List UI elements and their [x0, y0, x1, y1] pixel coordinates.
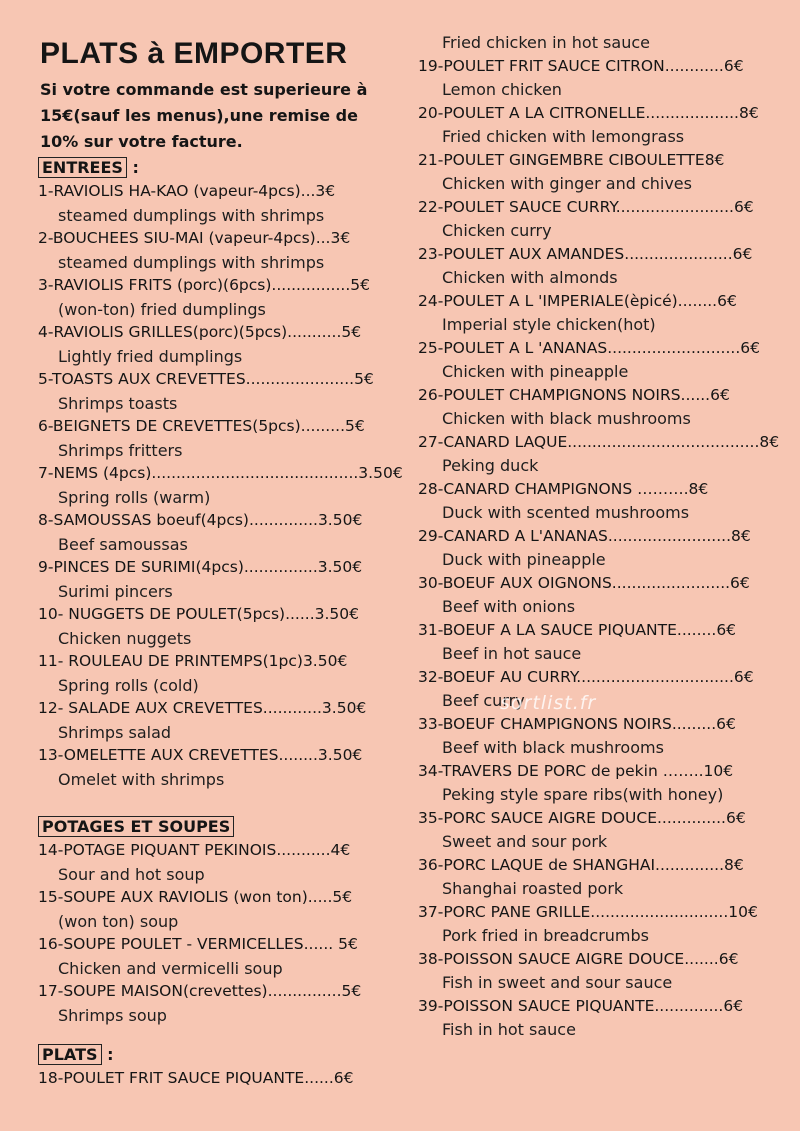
menu-item-translation: Beef with onions	[442, 597, 576, 616]
menu-item	[38, 274, 393, 321]
menu-item-name: 25-POULET A L 'ANANAS...........................6€	[418, 338, 760, 357]
section-label-plats: PLATS	[38, 1044, 102, 1065]
menu-item-name: 28-CANARD CHAMPIGNONS ……….8€	[418, 479, 709, 498]
menu-item-translation: Chicken with almonds	[442, 268, 618, 287]
menu-item-name: 17-SOUPE MAISON(crevettes)...............5€	[38, 982, 362, 1000]
menu-item-name: 1-RAVIOLIS HA-KAO (vapeur-4pcs)...3€	[38, 182, 336, 200]
menu-item-name: 33-BOEUF CHAMPIGNONS NOIRS.........6€	[418, 714, 736, 733]
menu-item	[418, 807, 778, 854]
menu-item	[38, 697, 393, 744]
menu-item-name: 27-CANARD LAQUE.......................................8€	[418, 432, 780, 451]
section-label-potages: POTAGES ET SOUPES	[38, 816, 234, 837]
menu-item-name: 12- SALADE AUX CREVETTES............3.50€	[38, 699, 367, 717]
section-header-potages	[38, 815, 393, 839]
menu-item-translation: Shrimps fritters	[58, 440, 183, 460]
menu-item	[418, 713, 778, 760]
menu-item-translation: Chicken curry	[442, 221, 552, 240]
menu-item-name: 3-RAVIOLIS FRITS (porc)(6pcs)................5€	[38, 276, 370, 294]
section-header-plats	[38, 1043, 393, 1067]
menu-item-translation: Fish in sweet and sour sauce	[442, 973, 673, 992]
menu-item-translation: Lemon chicken	[442, 80, 562, 99]
menu-item-translation: Beef samoussas	[58, 534, 188, 554]
menu-item-name: 6-BEIGNETS DE CREVETTES(5pcs).........5€	[38, 417, 365, 435]
menu-item-translation: Beef in hot sauce	[442, 644, 582, 663]
menu-item-name: 10- NUGGETS DE POULET(5pcs)......3.50€	[38, 605, 360, 623]
menu-item-translation: Chicken and vermicelli soup	[58, 958, 283, 978]
section-label-entrees: ENTREES	[38, 157, 127, 178]
menu-item-name: 23-POULET AUX AMANDES......................6€	[418, 244, 753, 263]
menu-item-translation: Pork fried in breadcrumbs	[442, 926, 649, 945]
menu-item-translation: Beef with black mushrooms	[442, 738, 664, 757]
menu-item	[418, 196, 778, 243]
menu-item	[418, 431, 778, 478]
menu-item-name: 18-POULET FRIT SAUCE PIQUANTE......6€	[38, 1069, 354, 1087]
menu-item-name: 31-BOEUF A LA SAUCE PIQUANTE........6€	[418, 620, 737, 639]
menu-item-translation: Sweet and sour pork	[442, 832, 608, 851]
menu-item	[418, 666, 778, 713]
menu-item	[418, 55, 778, 102]
menu-item	[38, 556, 393, 603]
menu-item-name: 30-BOEUF AUX OIGNONS........................6€	[418, 573, 750, 592]
menu-item-name: 29-CANARD A L'ANANAS.........................8€	[418, 526, 751, 545]
menu-item	[38, 980, 393, 1027]
menu-item-name: 39-POISSON SAUCE PIQUANTE..............6€	[418, 996, 744, 1015]
menu-item	[418, 901, 778, 948]
watermark: sortlist.fr	[500, 692, 597, 714]
menu-item-name: 2-BOUCHEES SIU-MAI (vapeur-4pcs)...3€	[38, 229, 351, 247]
menu-item-translation: Fried chicken with lemongrass	[442, 127, 685, 146]
menu-item-name: 19-POULET FRIT SAUCE CITRON............6€	[418, 56, 744, 75]
menu-item-name: 20-POULET A LA CITRONELLE...................8€	[418, 103, 759, 122]
menu-item-name: 11- ROULEAU DE PRINTEMPS(1pc)3.50€	[38, 652, 348, 670]
potages-list	[38, 839, 393, 1027]
menu-item	[418, 102, 778, 149]
menu-item	[38, 839, 393, 886]
menu-item-name: 38-POISSON SAUCE AIGRE DOUCE.......6€	[418, 949, 739, 968]
menu-item-translation: Chicken nuggets	[58, 628, 192, 648]
menu-item-translation: Duck with pineapple	[442, 550, 606, 569]
menu-item-translation: Sour and hot soup	[58, 864, 205, 884]
menu-item-translation: Shrimps toasts	[58, 393, 178, 413]
menu-item-name: 24-POULET A L 'IMPERIALE(èpicé)........6€	[418, 291, 737, 310]
menu-item-translation: Beef curry	[442, 691, 525, 710]
menu-item-name: 35-PORC SAUCE AIGRE DOUCE..............6€	[418, 808, 746, 827]
menu-item	[38, 1067, 393, 1091]
menu-item	[38, 650, 393, 697]
menu-item	[38, 227, 393, 274]
menu-item-translation: Fish in hot sauce	[442, 1020, 576, 1039]
menu-item	[418, 995, 778, 1042]
menu-item	[418, 478, 778, 525]
menu-item	[418, 854, 778, 901]
menu-item-translation: Spring rolls (cold)	[58, 675, 199, 695]
menu-item-name: 14-POTAGE PIQUANT PEKINOIS...........4€	[38, 841, 351, 859]
menu-item-translation: Shrimps soup	[58, 1005, 167, 1025]
menu-item-translation: Chicken with ginger and chives	[442, 174, 692, 193]
menu-item-translation: steamed dumplings with shrimps	[58, 252, 325, 272]
menu-item-name: 4-RAVIOLIS GRILLES(porc)(5pcs)...........5€	[38, 323, 362, 341]
menu-item-translation: Imperial style chicken(hot)	[442, 315, 656, 334]
menu-item-translation: steamed dumplings with shrimps	[58, 205, 325, 225]
menu-item-translation: Omelet with shrimps	[58, 769, 225, 789]
promo-line-3: 10% sur votre facture.	[40, 132, 243, 151]
menu-item-name: 8-SAMOUSSAS boeuf(4pcs)..............3.50€	[38, 511, 363, 529]
menu-item-translation: Fried chicken in hot sauce	[442, 33, 650, 52]
menu-item	[38, 321, 393, 368]
menu-item-translation: Shrimps salad	[58, 722, 172, 742]
menu-item-translation: Duck with scented mushrooms	[442, 503, 690, 522]
menu-item	[418, 572, 778, 619]
menu-item-name: 7-NEMS (4pcs)..........................................3.50€	[38, 464, 403, 482]
menu-item-translation: Chicken with black mushrooms	[442, 409, 691, 428]
menu-item-name: 16-SOUPE POULET - VERMICELLES...... 5€	[38, 935, 358, 953]
menu-item	[38, 886, 393, 933]
menu-item	[418, 149, 778, 196]
menu-item-translation: (won-ton) fried dumplings	[58, 299, 266, 319]
menu-item	[418, 948, 778, 995]
menu-item	[418, 243, 778, 290]
menu-item-translation: (won ton) soup	[58, 911, 179, 931]
promo-line-2: 15€(sauf les menus),une remise de	[40, 106, 358, 125]
menu-item-name: 36-PORC LAQUE de SHANGHAI..............8€	[418, 855, 744, 874]
menu-item-name: 22-POULET SAUCE CURRY........................6€	[418, 197, 754, 216]
promo-line-1: Si votre commande est superieure à	[40, 80, 368, 99]
menu-item-name: 34-TRAVERS DE PORC de pekin ……..10€	[418, 761, 734, 780]
menu-item	[418, 525, 778, 572]
menu-item	[38, 933, 393, 980]
plats-list	[418, 55, 778, 1042]
menu-item	[38, 368, 393, 415]
menu-item	[418, 290, 778, 337]
menu-item-name: 9-PINCES DE SURIMI(4pcs)...............3.50€	[38, 558, 363, 576]
menu-item-name: 13-OMELETTE AUX CREVETTES........3.50€	[38, 746, 363, 764]
menu-item	[38, 180, 393, 227]
menu-item-translation: Spring rolls (warm)	[58, 487, 211, 507]
menu-item	[418, 384, 778, 431]
menu-item-translation: Chicken with pineapple	[442, 362, 629, 381]
section-header-entrees	[38, 156, 393, 180]
menu-item	[38, 744, 393, 791]
right-column	[418, 31, 778, 1042]
menu-item-translation: Lightly fried dumplings	[58, 346, 243, 366]
menu-item-translation: Shanghai roasted pork	[442, 879, 624, 898]
menu-item-translation: Peking style spare ribs(with honey)	[442, 785, 724, 804]
menu-item-name: 5-TOASTS AUX CREVETTES......................5€	[38, 370, 374, 388]
menu-item	[38, 509, 393, 556]
section-suffix-entrees: :	[126, 158, 139, 177]
menu-item	[418, 619, 778, 666]
menu-item-name: 37-PORC PANE GRILLE............................10€	[418, 902, 758, 921]
entrees-list	[38, 180, 403, 791]
menu-item	[418, 760, 778, 807]
menu-item	[38, 603, 393, 650]
section-suffix-plats: :	[101, 1045, 114, 1064]
menu-item	[38, 415, 393, 462]
menu-item-name: 32-BOEUF AU CURRY................................6€	[418, 667, 754, 686]
menu-item-translation: Surimi pincers	[58, 581, 173, 601]
left-column	[38, 36, 403, 1091]
menu-item-name: 26-POULET CHAMPIGNONS NOIRS......6€	[418, 385, 730, 404]
menu-item-name: 21-POULET GINGEMBRE CIBOULETTE8€	[418, 150, 725, 169]
menu-item	[418, 337, 778, 384]
page-title: PLATS à EMPORTER	[40, 37, 348, 70]
menu-item-translation: Peking duck	[442, 456, 539, 475]
menu-item	[38, 462, 403, 509]
menu-item-name: 15-SOUPE AUX RAVIOLIS (won ton).....5€	[38, 888, 353, 906]
